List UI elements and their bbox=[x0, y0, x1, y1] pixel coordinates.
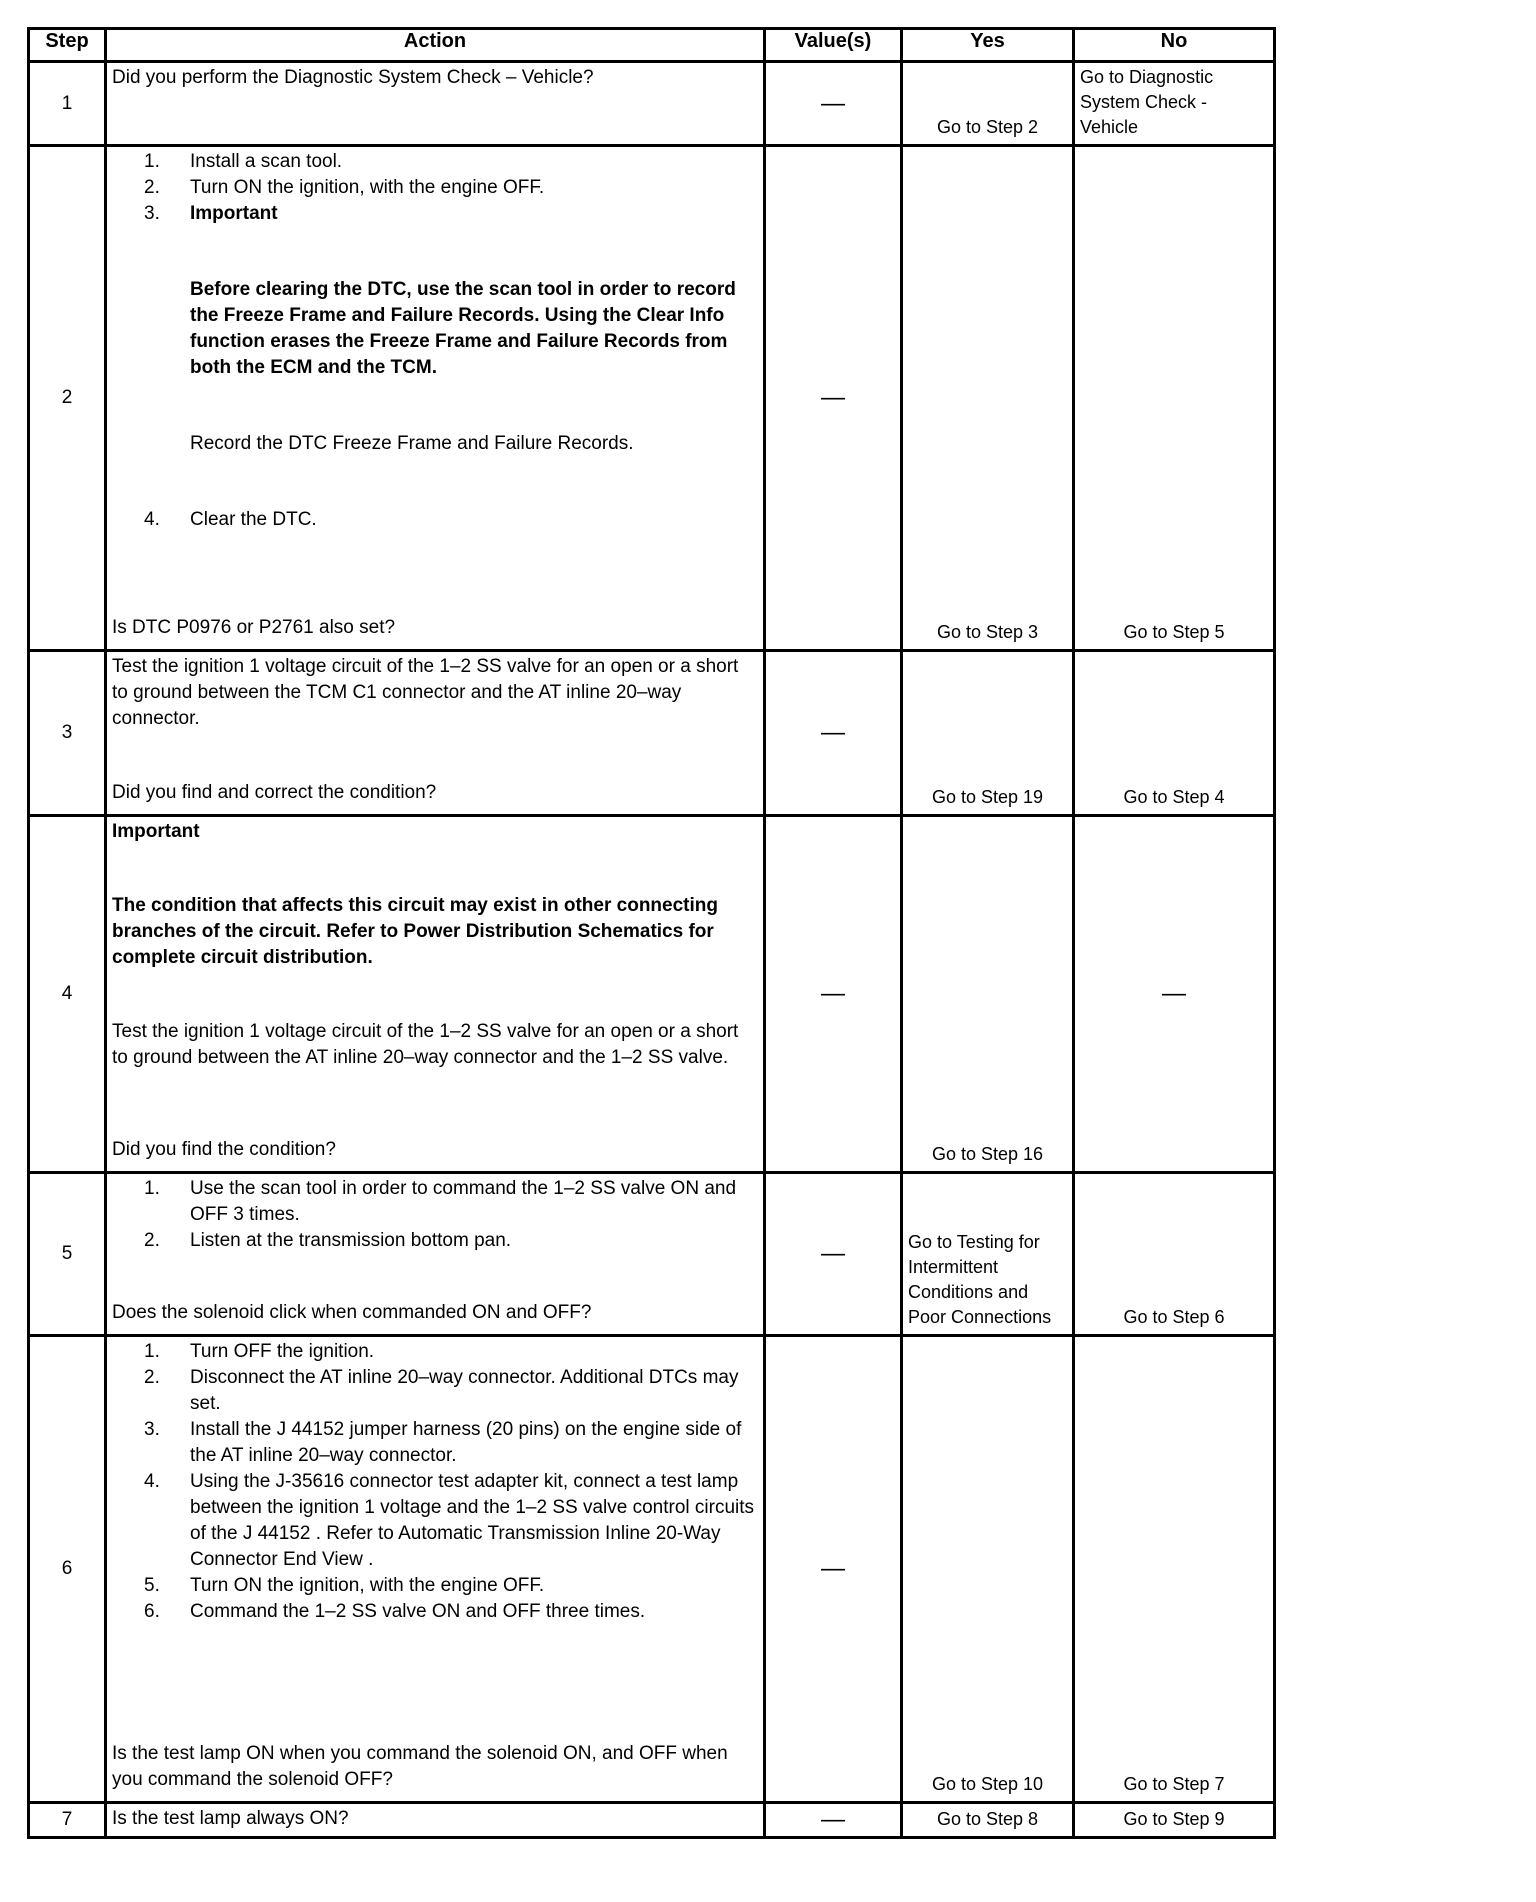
step-number: 6 bbox=[61, 1558, 73, 1579]
list-item-number: 2. bbox=[144, 1230, 160, 1251]
step-cell bbox=[29, 146, 106, 651]
step-cell bbox=[29, 1173, 106, 1336]
list-item-text bbox=[190, 1228, 758, 1254]
yes-instruction: Go to Testing for Intermittent Conditions and Poor Connections bbox=[908, 1232, 1052, 1327]
list-item-paragraph: Important bbox=[190, 203, 278, 224]
list-item-number: 2. bbox=[144, 177, 160, 198]
no-cell bbox=[1074, 816, 1275, 1173]
value-cell bbox=[765, 1803, 902, 1838]
action-question: Did you find and correct the condition? bbox=[112, 782, 437, 803]
list-item-text bbox=[190, 1573, 758, 1599]
list-item-text bbox=[190, 1365, 758, 1417]
no-instruction: Go to Step 9 bbox=[1123, 1809, 1225, 1829]
list-item-paragraph: Command the 1–2 SS valve ON and OFF three times. bbox=[190, 1601, 646, 1622]
step-number: 7 bbox=[61, 1809, 73, 1830]
list-item-text bbox=[190, 1599, 758, 1625]
action-content bbox=[112, 654, 758, 808]
list-item bbox=[112, 1417, 758, 1469]
action-cell bbox=[106, 1803, 765, 1838]
diagnostic-table bbox=[27, 27, 1276, 1839]
yes-cell bbox=[902, 1173, 1074, 1336]
step-cell bbox=[29, 1803, 106, 1838]
list-item-paragraph: Turn OFF the ignition. bbox=[190, 1341, 375, 1362]
step-number: 4 bbox=[61, 983, 73, 1004]
value-dash: — bbox=[821, 1806, 845, 1833]
step-number: 3 bbox=[61, 722, 73, 743]
list-item-number: 1. bbox=[144, 1178, 160, 1199]
list-item bbox=[112, 1176, 758, 1228]
step-cell bbox=[29, 816, 106, 1173]
list-item-paragraph: Record the DTC Freeze Frame and Failure Records. bbox=[190, 433, 634, 454]
value-dash: — bbox=[821, 980, 845, 1007]
step-number: 5 bbox=[61, 1243, 73, 1264]
action-content bbox=[112, 819, 758, 1165]
yes-instruction: Go to Step 16 bbox=[931, 1144, 1044, 1164]
yes-instruction: Go to Step 2 bbox=[936, 117, 1039, 137]
list-item-paragraph: Install the J 44152 jumper harness (20 pins) on the engine side of the AT inline 20–way connector. bbox=[190, 1419, 742, 1466]
no-instruction: — bbox=[1162, 979, 1186, 1007]
paragraph: Important bbox=[112, 821, 200, 842]
action-cell bbox=[106, 816, 765, 1173]
col-header-action: Action bbox=[106, 29, 765, 62]
list-item-paragraph: Install a scan tool. bbox=[190, 151, 343, 172]
no-instruction: Go to Step 7 bbox=[1123, 1774, 1225, 1794]
table-row bbox=[29, 651, 1275, 816]
col-header-step: Step bbox=[29, 29, 106, 62]
list-item-number: 5. bbox=[144, 1575, 160, 1596]
yes-cell bbox=[902, 651, 1074, 816]
list-item-number: 2. bbox=[144, 1367, 160, 1388]
action-content bbox=[112, 1176, 758, 1328]
list-item bbox=[112, 1365, 758, 1417]
list-item-text bbox=[190, 175, 758, 201]
value-cell bbox=[765, 146, 902, 651]
list-item-paragraph: Clear the DTC. bbox=[190, 509, 317, 530]
value-dash: — bbox=[821, 1555, 845, 1582]
action-content bbox=[112, 1339, 758, 1795]
numbered-list bbox=[112, 1176, 758, 1254]
list-item bbox=[112, 1573, 758, 1599]
list-item-paragraph: Before clearing the DTC, use the scan tool in order to record the Freeze Frame and Failure Records. Using the Clear Info function erases the Freeze Frame and Failure Records from both the ECM and the TCM. bbox=[190, 279, 736, 378]
list-item-paragraph: Disconnect the AT inline 20–way connector. Additional DTCs may set. bbox=[190, 1367, 739, 1414]
numbered-list bbox=[112, 1339, 758, 1625]
action-question: Is the test lamp ON when you command the solenoid ON, and OFF when you command the solenoid OFF? bbox=[112, 1743, 728, 1790]
list-item bbox=[112, 149, 758, 175]
numbered-list bbox=[112, 149, 758, 533]
value-cell bbox=[765, 816, 902, 1173]
list-item-text bbox=[190, 1469, 758, 1573]
list-item-paragraph: Listen at the transmission bottom pan. bbox=[190, 1230, 512, 1251]
action-cell bbox=[106, 1336, 765, 1803]
action-question: Is the test lamp always ON? bbox=[112, 1808, 349, 1829]
list-item-paragraph: Turn ON the ignition, with the engine OFF. bbox=[190, 1575, 545, 1596]
no-cell bbox=[1074, 1173, 1275, 1336]
list-item-text bbox=[190, 507, 758, 533]
action-question: Is DTC P0976 or P2761 also set? bbox=[112, 617, 396, 638]
list-item-number: 1. bbox=[144, 1341, 160, 1362]
no-cell bbox=[1074, 1803, 1275, 1838]
action-cell bbox=[106, 62, 765, 146]
no-cell bbox=[1074, 146, 1275, 651]
action-content bbox=[112, 65, 758, 139]
paragraph: The condition that affects this circuit may exist in other connecting branches of the circuit. Refer to Power Distribution Schematics for complete circuit distribution. bbox=[112, 895, 718, 968]
no-instruction: Go to Step 5 bbox=[1123, 622, 1225, 642]
list-item-number: 4. bbox=[144, 1471, 160, 1492]
step-number: 1 bbox=[61, 92, 73, 114]
action-content bbox=[112, 149, 758, 643]
col-header-values: Value(s) bbox=[765, 29, 902, 62]
value-dash: — bbox=[821, 719, 845, 746]
action-cell bbox=[106, 651, 765, 816]
no-cell bbox=[1074, 62, 1275, 146]
yes-cell bbox=[902, 62, 1074, 146]
action-cell bbox=[106, 1173, 765, 1336]
action-question: Did you find the condition? bbox=[112, 1139, 336, 1160]
list-item bbox=[112, 1469, 758, 1573]
value-cell bbox=[765, 651, 902, 816]
list-item-text bbox=[190, 201, 758, 457]
table-row bbox=[29, 1173, 1275, 1336]
list-item-text bbox=[190, 149, 758, 175]
action-cell bbox=[106, 146, 765, 651]
list-item-number: 3. bbox=[144, 203, 160, 224]
no-instruction: Go to Diagnostic System Check - Vehicle bbox=[1080, 67, 1214, 137]
action-question: Does the solenoid click when commanded ON and OFF? bbox=[112, 1302, 592, 1323]
table-row bbox=[29, 146, 1275, 651]
list-item-paragraph: Turn ON the ignition, with the engine OFF. bbox=[190, 177, 545, 198]
list-item-text bbox=[190, 1417, 758, 1469]
table-row bbox=[29, 62, 1275, 146]
list-item bbox=[112, 507, 758, 533]
yes-instruction: Go to Step 8 bbox=[936, 1809, 1039, 1829]
list-item bbox=[112, 1599, 758, 1625]
table-row bbox=[29, 1336, 1275, 1803]
no-instruction: Go to Step 4 bbox=[1123, 787, 1225, 807]
list-item-number: 1. bbox=[144, 151, 160, 172]
step-cell bbox=[29, 62, 106, 146]
list-item bbox=[112, 1228, 758, 1254]
value-dash: — bbox=[821, 384, 845, 411]
list-item-text bbox=[190, 1339, 758, 1365]
yes-cell bbox=[902, 146, 1074, 651]
yes-cell bbox=[902, 1336, 1074, 1803]
value-cell bbox=[765, 62, 902, 146]
list-item-number: 4. bbox=[144, 509, 160, 530]
value-cell bbox=[765, 1336, 902, 1803]
no-cell bbox=[1074, 1336, 1275, 1803]
value-dash: — bbox=[821, 1240, 845, 1267]
action-content bbox=[112, 1806, 758, 1834]
table-row bbox=[29, 816, 1275, 1173]
list-item-paragraph: Use the scan tool in order to command the 1–2 SS valve ON and OFF 3 times. bbox=[190, 1178, 737, 1225]
paragraph: Test the ignition 1 voltage circuit of the 1–2 SS valve for an open or a short to ground between the TCM C1 connector and the AT inline 20–way connector. bbox=[112, 656, 739, 729]
list-item bbox=[112, 1339, 758, 1365]
header-row bbox=[29, 29, 1275, 62]
paragraph: Test the ignition 1 voltage circuit of the 1–2 SS valve for an open or a short to ground between the AT inline 20–way connector and the 1–2 SS valve. bbox=[112, 1021, 739, 1068]
yes-cell bbox=[902, 1803, 1074, 1838]
list-item-paragraph: Using the J-35616 connector test adapter kit, connect a test lamp between the ignition 1 voltage and the 1–2 SS valve control circuits of the J 44152 . Refer to Automatic Transmission Inline 20-Way Connector End View . bbox=[190, 1471, 755, 1570]
step-cell bbox=[29, 1336, 106, 1803]
list-item-number: 6. bbox=[144, 1601, 160, 1622]
table-row bbox=[29, 1803, 1275, 1838]
list-item bbox=[112, 175, 758, 201]
col-header-yes: Yes bbox=[902, 29, 1074, 62]
col-header-no: No bbox=[1074, 29, 1275, 62]
no-cell bbox=[1074, 651, 1275, 816]
list-item-number: 3. bbox=[144, 1419, 160, 1440]
yes-instruction: Go to Step 19 bbox=[931, 787, 1044, 807]
list-item bbox=[112, 201, 758, 457]
yes-instruction: Go to Step 3 bbox=[936, 622, 1039, 642]
paragraph: Did you perform the Diagnostic System Check – Vehicle? bbox=[112, 67, 594, 88]
list-item-text bbox=[190, 1176, 758, 1228]
step-number: 2 bbox=[61, 387, 73, 408]
yes-instruction: Go to Step 10 bbox=[931, 1774, 1044, 1794]
step-cell bbox=[29, 651, 106, 816]
yes-cell bbox=[902, 816, 1074, 1173]
value-dash: — bbox=[821, 89, 845, 117]
value-cell bbox=[765, 1173, 902, 1336]
no-instruction: Go to Step 6 bbox=[1123, 1307, 1225, 1327]
